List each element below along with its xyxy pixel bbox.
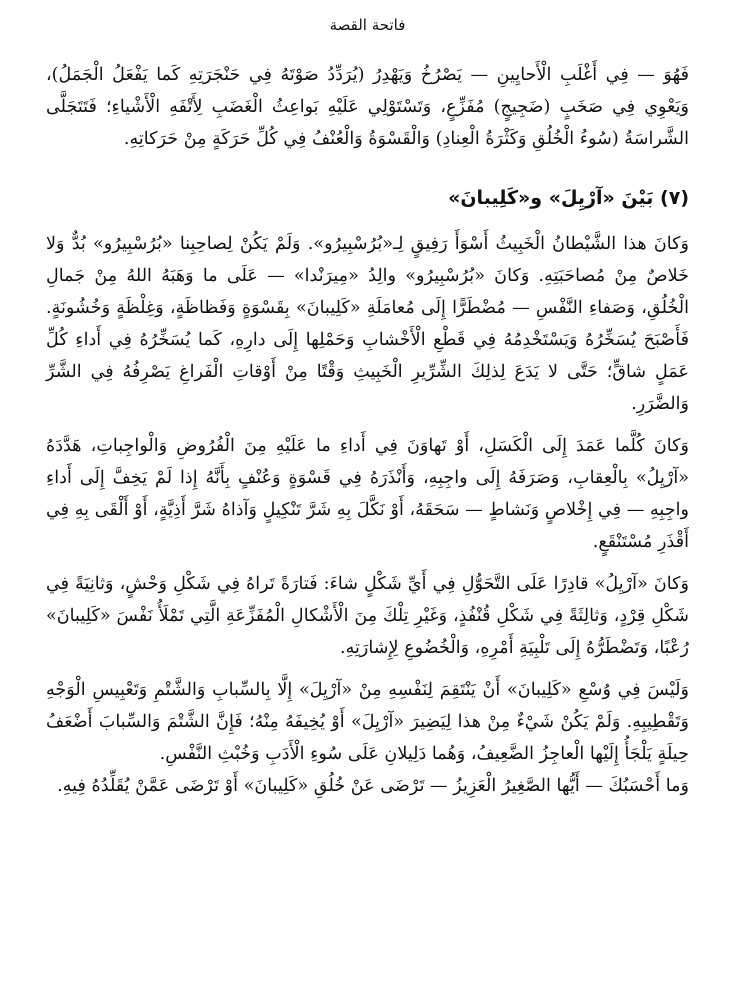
body-paragraph: وَكانَ هذا الشَّيْطانُ الْخَبِيثُ أَسْوَأَ رَفِيقٍ لِـ«بُرُسْبِيرُو». وَلَمْ يَكُنْ لِصاحِبِنا «بُرُسْبِيرُو» بُدٌّ وَلا خَلاصٌ مِنْ مُصاحَبَتِهِ. وَكانَ «بُرُسْبِيرُو» والِدُ «مِيرَنْدا» — عَلَى ما وَهَبَهُ اللهُ مِنْ جَمالِ الْخُلُقِ، وَصَفاءِ النَّفْسِ — مُضْطَرًّا إِلَى مُعامَلَةِ «كَلِيبانَ» بِقَسْوَةٍ وَفَظاظَةٍ، وَغِلْظَةٍ وَخُشُونَةٍ. فَأَصْبَحَ يُسَخِّرُهُ وَيَسْتَخْدِمُهُ فِي قَطْعِ الْأَخْشابِ وَحَمْلِها إِلَى دارِهِ، كَما يُسَخِّرُهُ فِي أَداءِ كُلِّ عَمَلٍ شاقٍّ؛ حَتَّى لا يَدَعَ لِذلِكَ الشِّرِّيرِ الْخَبِيثِ وَقْتًا مِنْ أَوْقاتِ الْفَراغِ يَصْرِفُهُ فِي الشَّرِّ وَالضَّرَرِ. — [46, 234, 689, 414]
body-paragraph: وَكانَ كُلَّما عَمَدَ إِلَى الْكَسَلِ، أَوْ تَهاوَنَ فِي أَداءِ ما عَلَيْهِ مِنَ الْفُرُوضِ وَالْواجِباتِ، هَدَّدَهُ «آرْيِلُ» بِالْعِقابِ، وَصَرَفَهُ إِلَى واجِبِهِ، وَأَنْذَرَهُ فِي قَسْوَةٍ وَعُنْفٍ بِأَنَّهُ إِذا لَمْ يَخِفَّ إِلَى أَداءِ واجِبِهِ — فِي إِخْلاصٍ وَنَشاطٍ — سَحَقَهُ، أَوْ نَكَّلَ بِهِ شَرَّ تَنْكِيلٍ وَآذاهُ شَرَّ أَذِيَّةٍ، أَوْ أَلْقَى بِهِ فِي أَقْذَرِ مُسْتَنْقَعٍ. — [46, 436, 689, 552]
intro-paragraph: فَهُوَ — فِي أَغْلَبِ الْأَحايِينِ — يَصْرُخُ وَيَهْدِرُ (يُرَدِّدُ صَوْتَهُ فِي حَنْجَرَتِهِ كَما يَفْعَلُ الْجَمَلُ)، وَيَعْوِي فِي صَخَبٍ (ضَجِيجٍ) مُفَزِّعٍ، وَتَسْتَوْلِي عَلَيْهِ بَواعِثُ الْغَضَبِ لِأَتْفَهِ الْأَشْياءِ؛ فَتَتَجَلَّى الشَّراسَةُ (سُوءُ الْخُلُقِ وَكَثْرَةُ الْعِنادِ) وَالْقَسْوَةُ وَالْعُنْفُ فِي كُلِّ حَرَكَةٍ مِنْ حَرَكاتِهِ. — [46, 65, 689, 149]
section-heading: (٧) بَيْنَ «آرْيِلَ» و«كَلِيبانَ» — [448, 187, 689, 209]
body-paragraph: وَما أَحْسَبُكَ — أَيُّها الصَّغِيرُ الْعَزِيزُ — تَرْضَى عَنْ خُلُقِ «كَلِيبانَ» أَوْ تَرْضَى عَمَّنْ يُقَلِّدُهُ فِيهِ. — [57, 776, 689, 796]
body-paragraph: وَلَيْسَ فِي وُسْعِ «كَلِيبانَ» أَنْ يَنْتَقِمَ لِنَفْسِهِ مِنْ «آرْيِلَ» إِلَّا بِالسِّبابِ وَالشَّتْمِ وَتَعْبِيسِ الْوَجْهِ وَتَقْطِيبِهِ. وَلَمْ يَكُنْ شَيْءٌ مِنْ هذا لِيَضِيرَ «آرْيِلَ» أَوْ يُخِيفَهُ مِنْهُ؛ فَإِنَّ الشَّتْمَ وَالسِّبابَ أَضْعَفُ حِيلَةٍ يَلْجَأُ إِلَيْها الْعاجِزُ الضَّعِيفُ، وَهُما دَلِيلانِ عَلَى سُوءِ الْأَدَبِ وَخُبْثِ النَّفْسِ. — [46, 680, 689, 764]
body-paragraph: وَكانَ «آرْيِلُ» قادِرًا عَلَى التَّحَوُّلِ فِي أَيِّ شَكْلٍ شاءَ: فَتارَةً تَراهُ فِي شَكْلِ وَحْشٍ، وَثانِيَةً فِي شَكْلِ قِرْدٍ، وَثالِثَةً فِي شَكْلِ قُنْفُذٍ، وَغَيْرِ تِلْكَ مِنَ الْأَشْكالِ الْمُفَزِّعَةِ الَّتِي تَمْلَأُ نَفْسَ «كَلِيبانَ» رُعْبًا، وَتَضْطَرُّهُ إِلَى تَلْبِيَةِ أَمْرِهِ، وَالْخُضُوعِ لِإِشارَتِهِ. — [46, 574, 689, 658]
page-header: فاتحة القصة — [329, 16, 406, 34]
